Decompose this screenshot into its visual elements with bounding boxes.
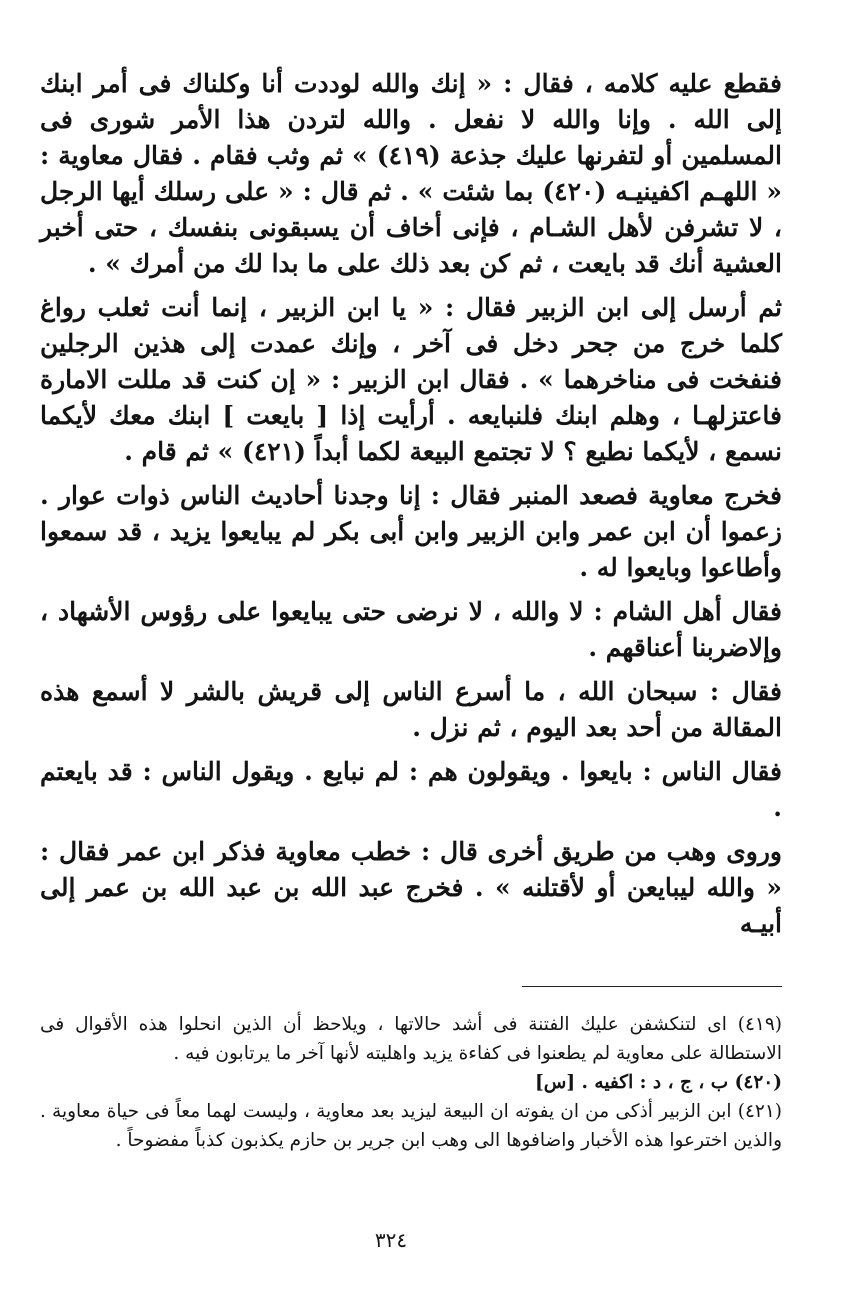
footnotes [40, 1010, 782, 1155]
main-text [40, 66, 782, 942]
paragraph-2: ثم أرسل إلى ابن الزبير فقال : « يا ابن الزبير ، إنما أنت ثعلب رواغ كلما خرج من جحر دخل فى آخر ، وإنك عمدت إلى هذين الرجلين فنفخت فى مناخرهما » . فقال ابن الزبير : « إن كنت قد مللت الامارة فاعتزلهـا ، وهلم ابنك فلنبايعه . أرأيت إذا [ بايعت ] ابنك معك لأيكما نسمع ، لأيكما نطيع ؟ لا تجتمع البيعة لكما أبداً (٤٢١) » ثم قام . [40, 293, 782, 466]
footnote-419: (٤١٩) اى لتنكشفن عليك الفتنة فى أشد حالاتها ، ويلاحظ أن الذين انحلوا هذه الأقوال فى الاستطالة على معاوية لم يطعنوا فى كفاءة يزيد واهليته لأنها آخر ما يرتابون فيه . [40, 1014, 782, 1064]
footnote-420: (٤٢٠) ب ، ج ، د : اكفيه . [س] [534, 1072, 782, 1093]
page-number: ٣٢٤ [374, 1228, 408, 1252]
paragraph-4: فقال أهل الشام : لا والله ، لا نرضى حتى يبايعوا على رؤوس الأشهاد ، وإلاضربنا أعناقهم . [40, 597, 782, 662]
footnote-divider [522, 986, 782, 987]
paragraph-1: فقطع عليه كلامه ، فقال : « إنك والله لوددت أنا وكلناك فى أمر ابنك إلى الله . وإنا والله لا نفعل . والله لتردن هذا الأمر شورى فى المسلمين أو لتفرنها عليك جذعة (٤١٩) » ثم وثب فقام . فقال معاوية : « اللهـم اكفينيـه (٤٢٠) بما شئت » . ثم قال : « على رسلك أيها الرجل ، لا تشرفن لأهل الشـام ، فإنى أخاف أن يسبقونى بنفسك ، حتى أخبر العشية أنك قد بايعت ، ثم كن بعد ذلك على ما بدا لك من أمرك » . [40, 69, 782, 278]
paragraph-6: فقال الناس : بايعوا . ويقولون هم : لم نبايع . ويقول الناس : قد بايعتم . [40, 757, 782, 822]
footnote-421: (٤٢١) ابن الزبير أذكى من ان يفوته ان البيعة ليزيد بعد معاوية ، وليست لهما معاً فى حياة معاوية . والذين اخترعوا هذه الأخبار واضافوها الى وهب ابن جرير بن حازم يكذبون كذباً مفضوحاً . [40, 1101, 782, 1151]
paragraph-7: وروى وهب من طريق أخرى قال : خطب معاوية فذكر ابن عمر فقال : « والله ليبايعن أو لأقتلنه » . فخرج عبد الله بن عبد الله بن عمر إلى أبيـه [40, 837, 782, 938]
paragraph-3: فخرج معاوية فصعد المنبر فقال : إنا وجدنا أحاديث الناس ذوات عوار . زعموا أن ابن عمر وابن الزبير وابن أبى بكر لم يبايعوا يزيد ، قد سمعوا وأطاعوا وبايعوا له . [40, 481, 782, 582]
paragraph-5: فقال : سبحان الله ، ما أسرع الناس إلى قريش بالشر لا أسمع هذه المقالة من أحد بعد اليوم ، ثم نزل . [40, 677, 782, 742]
